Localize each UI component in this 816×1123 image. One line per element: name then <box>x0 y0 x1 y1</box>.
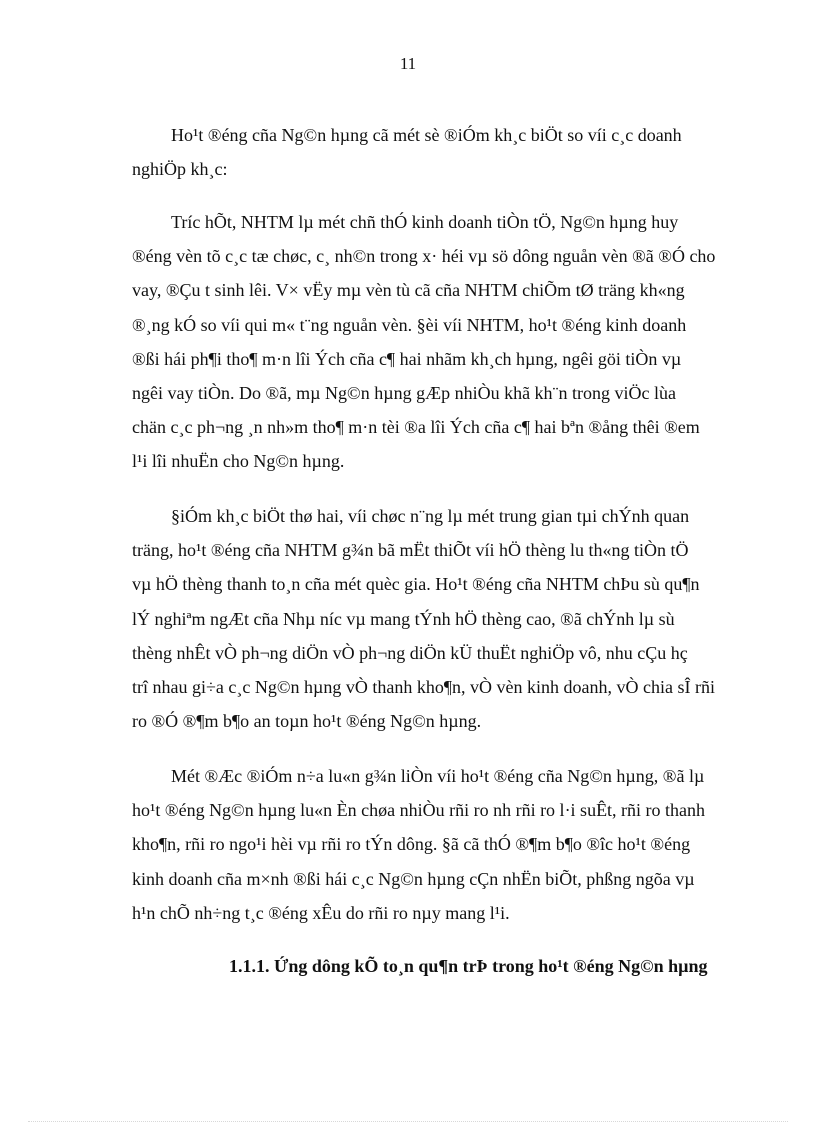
paragraph-3 <box>132 499 740 738</box>
section-heading: 1.1.1. Ứng dông kÕ to¸n qu¶n trÞ trong ho¹t ®éng Ng©n hµng <box>229 956 708 976</box>
text-line: thèng nhÊt vÒ ph¬ng diÖn vÒ ph¬ng diÖn kÜ thuËt nghiÖp vô, nhu cÇu hç <box>132 642 688 663</box>
text-line: nghiÖp kh¸c: <box>132 159 228 180</box>
paragraph-4 <box>132 759 740 930</box>
text-line: ®ßi hái ph¶i tho¶ m·n lîi Ých cña c¶ hai nhãm kh¸ch hµng, ngêi göi tiÒn vµ <box>132 348 682 369</box>
text-line: Tríc hÕt, NHTM lµ mét chñ thÓ kinh doanh tiÒn tÖ, Ng©n hµng huy <box>171 212 679 232</box>
paragraph-1 <box>132 118 740 186</box>
text-line: kinh doanh cña m×nh ®ßi hái c¸c Ng©n hµng cÇn nhËn biÕt, phßng ngõa vµ <box>132 868 695 889</box>
text-line: ro ®Ó ®¶m b¶o an toµn ho¹t ®éng Ng©n hµng. <box>132 711 482 732</box>
text-line: chän c¸c ph¬ng ¸n nh»m tho¶ m·n tèi ®a lîi Ých cña c¶ hai bªn ®ång thêi ®em <box>132 417 700 438</box>
text-line: §iÓm kh¸c biÖt thø hai, víi chøc n¨ng lµ mét trung gian tµi chÝnh quan <box>171 506 690 526</box>
page-bottom-divider <box>28 1121 788 1122</box>
text-line: vay, ®Çu t sinh lêi. V× vËy mµ vèn tù cã cña NHTM chiÕm tØ träng kh«ng <box>132 280 685 301</box>
text-line: l¹i lîi nhuËn cho Ng©n hµng. <box>132 451 345 472</box>
text-line: träng, ho¹t ®éng cña NHTM g¾n bã mËt thiÕt víi hÖ thèng lu th«ng tiÒn tÖ <box>132 540 689 561</box>
text-line: ho¹t ®éng Ng©n hµng lu«n Èn chøa nhiÒu rñi ro nh rñi ro l·i suÊt, rñi ro thanh <box>132 800 706 821</box>
text-line: ®¸ng kÓ so víi qui m« t¨ng nguån vèn. §èi víi NHTM, ho¹t ®éng kinh doanh <box>132 314 687 335</box>
text-line: kho¶n, rñi ro ngo¹i hèi vµ rñi ro tÝn dông. §ã cã thÓ ®¶m b¶o ®îc ho¹t ®éng <box>132 834 691 855</box>
paragraph-2 <box>132 205 740 479</box>
text-line: ®éng vèn tõ c¸c tæ chøc, c¸ nh©n trong x· héi vµ sö dông nguån vèn ®ã ®Ó cho <box>132 246 716 267</box>
text-line: vµ hÖ thèng thanh to¸n cña mét quèc gia. Ho¹t ®éng cña NHTM chÞu sù qu¶n <box>132 574 700 595</box>
text-line: lÝ nghiªm ngÆt cña Nhµ níc vµ mang tÝnh hÖ thèng cao, ®ã chÝnh lµ sù <box>132 608 675 629</box>
text-line: Mét ®Æc ®iÓm n÷a lu«n g¾n liÒn víi ho¹t ®éng cña Ng©n hµng, ®ã lµ <box>171 766 705 786</box>
text-line: Ho¹t ®éng cña Ng©n hµng cã mét sè ®iÓm kh¸c biÖt so víi c¸c doanh <box>171 125 682 145</box>
text-line: h¹n chÕ nh÷ng t¸c ®éng xÊu do rñi ro nµy mang l¹i. <box>132 902 510 923</box>
text-line: trî nhau gi÷a c¸c Ng©n hµng vÒ thanh kho¶n, vÒ vèn kinh doanh, vÒ chia sÎ rñi <box>132 677 715 698</box>
text-line: ngêi vay tiÒn. Do ®ã, mµ Ng©n hµng gÆp nhiÒu khã kh¨n trong viÖc lùa <box>132 383 677 404</box>
page-number: 11 <box>399 54 417 73</box>
